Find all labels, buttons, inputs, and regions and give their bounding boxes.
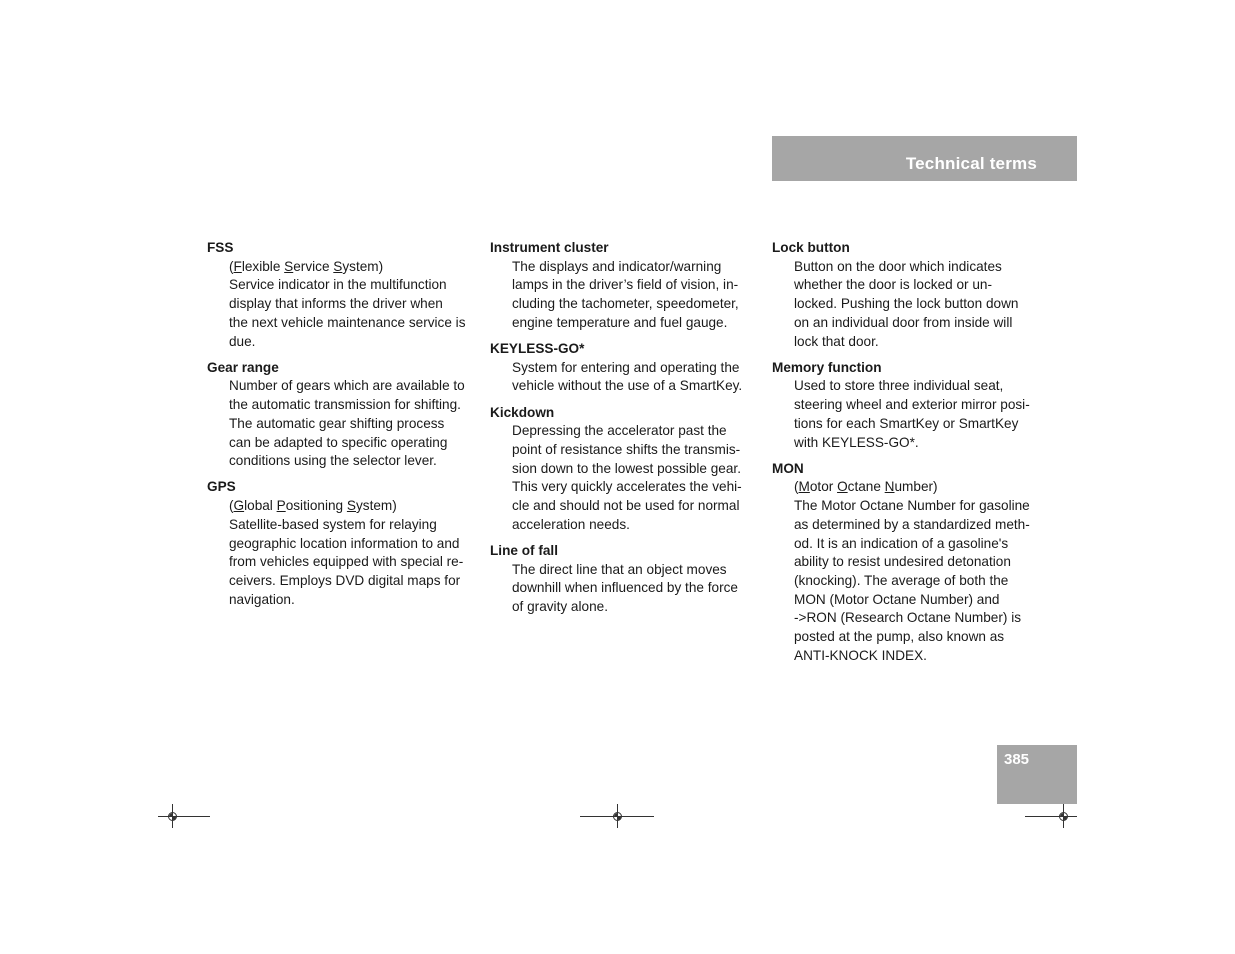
glossary-definition-line: steering wheel and exterior mirror posi- — [794, 397, 1030, 413]
glossary-definition-line: lock that door. — [794, 333, 879, 349]
glossary-definition-line: conditions using the selector lever. — [229, 453, 437, 469]
glossary-abbreviation — [229, 497, 475, 516]
glossary-definition-line: ->RON (Research Octane Number) is — [794, 610, 1022, 626]
glossary-definition-line: Button on the door which indicates — [794, 258, 1002, 274]
glossary-definition-line: The displays and indicator/warning — [512, 258, 722, 274]
glossary-definition-line: Number of gears which are available to — [229, 378, 465, 394]
abbreviation-part: S — [284, 258, 294, 274]
abbreviation-part: ystem) — [355, 498, 397, 514]
abbreviation-part: otor — [809, 479, 838, 495]
crosshair-icon — [1059, 812, 1068, 821]
abbreviation-part: S — [333, 258, 343, 274]
glossary-definition-line: with KEYLESS-GO*. — [794, 434, 919, 450]
glossary-definition-line: The direct line that an object moves — [512, 561, 727, 577]
glossary-definition-line: cle and should not be used for normal — [512, 498, 740, 514]
glossary-term: Lock button — [772, 240, 850, 255]
glossary-definition-line: locked. Pushing the lock button down — [794, 296, 1019, 312]
glossary-definition-line: lamps in the driver’s field of vision, in- — [512, 277, 739, 293]
glossary-definition-line: The Motor Octane Number for gasoline — [794, 498, 1030, 514]
glossary-term: MON — [772, 460, 804, 476]
glossary-definition-line: from vehicles equipped with special re- — [229, 554, 464, 570]
glossary-definition-line: engine temperature and fuel gauge. — [512, 314, 728, 330]
glossary-entry — [490, 542, 758, 617]
column-3 — [772, 239, 1040, 673]
glossary-entry — [772, 359, 1040, 453]
glossary-entry — [490, 239, 758, 333]
glossary-definition-line: due. — [229, 333, 256, 349]
abbreviation-part: P — [276, 498, 286, 514]
glossary-definition-line: posted at the pump, also known as — [794, 629, 1005, 645]
glossary-definition-line: Satellite-based system for relaying — [229, 516, 437, 532]
section-title: Technical terms — [905, 154, 1037, 173]
abbreviation-part: ystem) — [342, 258, 384, 274]
glossary-definition-line: cluding the tachometer, speedometer, — [512, 296, 739, 312]
abbreviation-part: lobal — [244, 498, 277, 514]
glossary-definition-line: can be adapted to specific operating — [229, 434, 448, 450]
glossary-definition-line: (knocking). The average of both the — [794, 572, 1009, 588]
glossary-definition-line: This very quickly accelerates the vehi- — [512, 479, 742, 495]
page-number-box — [997, 745, 1077, 804]
glossary-definition-line: navigation. — [229, 591, 295, 607]
glossary-definition-line: geographic location information to and — [229, 535, 460, 551]
page-number: 385 — [1004, 751, 1030, 768]
glossary-term: KEYLESS-GO* — [490, 341, 585, 357]
column-1 — [207, 239, 475, 617]
glossary-definition-line: ceivers. Employs DVD digital maps for — [229, 572, 461, 588]
abbreviation-part: lexible — [241, 258, 285, 274]
glossary-entry — [207, 359, 475, 471]
abbreviation-part: ( — [794, 479, 799, 495]
glossary-definition-line: the automatic transmission for shifting. — [229, 397, 461, 413]
glossary-definition-line: tions for each SmartKey or SmartKey — [794, 415, 1019, 431]
glossary-definition-line: whether the door is locked or un- — [794, 277, 992, 293]
glossary-definition-line: the next vehicle maintenance service is — [229, 314, 466, 330]
glossary-definition-line: of gravity alone. — [512, 599, 608, 615]
glossary-definition-line: point of resistance shifts the transmis- — [512, 442, 741, 458]
abbreviation-part: ( — [229, 498, 234, 514]
glossary-entry — [490, 404, 758, 535]
glossary-definition-line: acceleration needs. — [512, 516, 630, 532]
abbreviation-part: N — [884, 479, 895, 495]
glossary-definition-line: sion down to the lowest possible gear. — [512, 460, 741, 476]
abbreviation-part: F — [233, 258, 242, 274]
glossary-term: Kickdown — [490, 404, 555, 420]
crosshair-icon — [613, 812, 622, 821]
abbreviation-part: S — [346, 498, 356, 514]
glossary-definition-line: vehicle without the use of a SmartKey. — [512, 378, 743, 394]
glossary-term: GPS — [207, 479, 236, 495]
glossary-abbreviation — [229, 258, 475, 277]
crosshair-icon — [168, 812, 177, 821]
glossary-entry — [207, 239, 475, 351]
glossary-term: FSS — [207, 240, 234, 255]
glossary-definition-line: System for entering and operating the — [512, 359, 740, 375]
glossary-term: Gear range — [207, 359, 279, 375]
glossary-definition-line: Depressing the accelerator past the — [512, 423, 727, 439]
section-header — [772, 136, 1077, 181]
abbreviation-part: ositioning — [285, 498, 347, 514]
glossary-entry — [207, 478, 475, 609]
glossary-definition-line: Used to store three individual seat, — [794, 378, 1004, 394]
glossary-term: Instrument cluster — [490, 240, 609, 255]
glossary-term: Memory function — [772, 359, 882, 375]
glossary-definition-line: Service indicator in the multifunction — [229, 277, 447, 293]
glossary-definition-line: downhill when influenced by the force — [512, 580, 738, 596]
glossary-entry — [772, 239, 1040, 351]
glossary-entry — [490, 340, 758, 396]
glossary-definition-line: ANTI-KNOCK INDEX. — [794, 647, 927, 663]
glossary-entry — [772, 460, 1040, 666]
abbreviation-part: umber) — [894, 479, 938, 495]
abbreviation-part: ctane — [847, 479, 885, 495]
glossary-abbreviation — [794, 478, 1040, 497]
glossary-definition-line: od. It is an indication of a gasoline's — [794, 535, 1009, 551]
glossary-definition-line: display that informs the driver when — [229, 296, 443, 312]
column-2 — [490, 239, 758, 624]
glossary-term: Line of fall — [490, 543, 558, 559]
glossary-definition-line: MON (Motor Octane Number) and — [794, 591, 1000, 607]
glossary-definition-line: as determined by a standardized meth- — [794, 516, 1030, 532]
abbreviation-part: M — [798, 479, 810, 495]
abbreviation-part: O — [837, 479, 848, 495]
glossary-definition-line: on an individual door from inside will — [794, 314, 1013, 330]
abbreviation-part: G — [233, 498, 245, 514]
abbreviation-part: ervice — [293, 258, 334, 274]
abbreviation-part: ( — [229, 258, 234, 274]
glossary-definition-line: The automatic gear shifting process — [229, 415, 445, 431]
glossary-definition-line: ability to resist undesired detonation — [794, 554, 1011, 570]
